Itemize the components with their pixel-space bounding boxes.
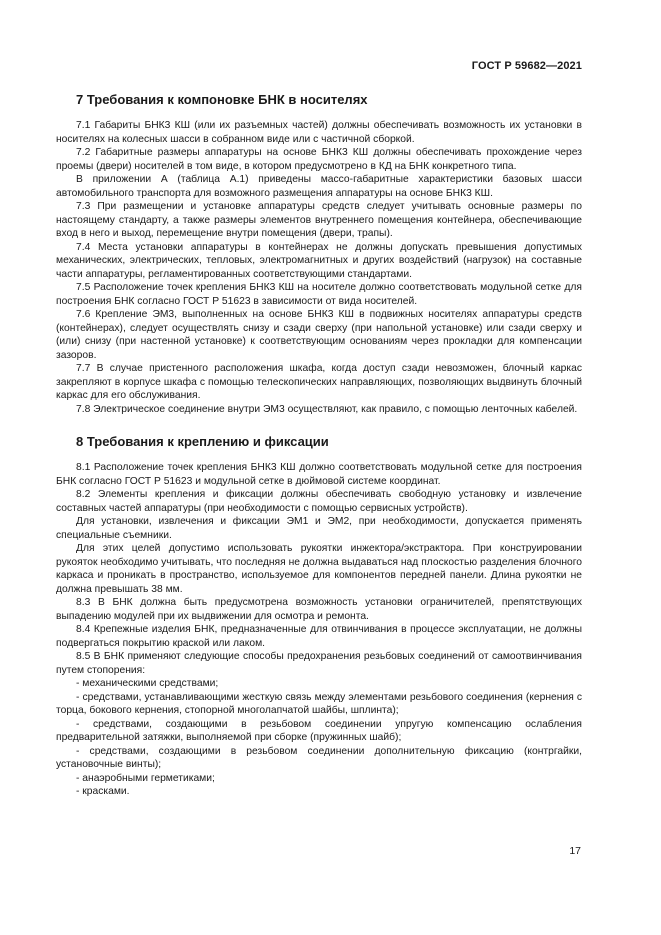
paragraph: В приложении А (таблица А.1) приведены массо-габаритные характеристики базовых шасси автомобильного транспорта для возможного размещения аппаратуры на основе БНК3 КШ. bbox=[56, 174, 582, 199]
list-item: - красками. bbox=[76, 786, 130, 797]
paragraph: Для установки, извлечения и фиксации ЭМ1 и ЭМ2, при необходимости, допускается применять специальные съемники. bbox=[56, 516, 582, 541]
list-item: - анаэробными герметиками; bbox=[76, 772, 215, 784]
list-item: - средствами, создающими в резьбовом соединении упругую компенсацию ослабления предварительной затяжки, выполняемой при сборке (пружинных шайб); bbox=[56, 718, 582, 743]
paragraph: 8.4 Крепежные изделия БНК, предназначенные для отвинчивания в процессе эксплуатации, не должны подвергаться покрытию краской или лаком. bbox=[56, 624, 582, 649]
list-item: - средствами, создающими в резьбовом соединении дополнительную фиксацию (контргайки, установочные винты); bbox=[56, 745, 582, 770]
section-7-title: 7 Требования к компоновке БНК в носителях bbox=[76, 92, 368, 107]
paragraph: 8.2 Элементы крепления и фиксации должны обеспечивать свободную установку и извлечение составных частей аппаратуры (при необходимости с помощью сервисных устройств). bbox=[56, 489, 582, 514]
paragraph: 7.5 Расположение точек крепления БНК3 КШ на носителе должно соответствовать модульной сетке для построения БНК согласно ГОСТ Р 51623 в зависимости от вида носителей. bbox=[56, 282, 582, 307]
paragraph: 7.1 Габариты БНК3 КШ (или их разъемных частей) должны обеспечивать возможность их установки в носителях на колесных шасси в собранном виде или с частичной сборкой. bbox=[56, 120, 582, 145]
paragraph: 7.2 Габаритные размеры аппаратуры на основе БНК3 КШ должны обеспечивать прохождение через проемы (двери) носителей в том виде, в котором предусмотрено в КД на БНК конкретного типа. bbox=[56, 147, 582, 172]
paragraph: 8.5 В БНК применяют следующие способы предохранения резьбовых соединений от самоотвинчивания путем стопорения: bbox=[56, 651, 582, 676]
list-item: - средствами, устанавливающими жесткую связь между элементами резьбового соединения (кернения с торца, бокового кернения, стопорной многолапчатой шайбы, шплинта); bbox=[56, 691, 582, 716]
section-8-title: 8 Требования к креплению и фиксации bbox=[76, 434, 329, 449]
paragraph: 7.7 В случае пристенного расположения шкафа, когда доступ сзади невозможен, блочный каркас закрепляют в корпусе шкафа с помощью телескопических направляющих, позволяющих выдвинуть блочный каркас для его обслуживания. bbox=[56, 363, 582, 401]
document-id-header: ГОСТ Р 59682—2021 bbox=[471, 60, 582, 72]
paragraph: 8.3 В БНК должна быть предусмотрена возможность установки ограничителей, препятствующих выпадению модулей при их выдвижении для осмотра и ремонта. bbox=[56, 597, 582, 622]
paragraph: 7.4 Места установки аппаратуры в контейнерах не должны допускать превышения допустимых механических, электрических, тепловых, электромагнитных и других воздействий (нагрузок) на составные части аппаратуры, регламентированных соответствующими стандартами. bbox=[56, 241, 582, 280]
paragraph: Для этих целей допустимо использовать рукоятки инжектора/экстрактора. При конструировании рукояток необходимо учитывать, что последняя не должна выдаваться над плоскостью разделения блочного каркаса и проникать в пространство, используемое для компонентов передней панели. Длина рукоятки не должна превышать 38 мм. bbox=[56, 543, 582, 595]
paragraph: 7.8 Электрическое соединение внутри ЭМ3 осуществляют, как правило, с помощью ленточных кабелей. bbox=[76, 403, 578, 415]
paragraph: 7.3 При размещении и установке аппаратуры средств следует учитывать основные размеры по настоящему стандарту, а также размеры элементов внутреннего помещения контейнера, обеспечивающие вход в него и выход, перемещение внутри помещения (двери, трапы). bbox=[56, 201, 582, 239]
page-content bbox=[56, 92, 582, 799]
section-8-body bbox=[56, 461, 582, 799]
list-item: - механическими средствами; bbox=[76, 678, 219, 689]
paragraph: 8.1 Расположение точек крепления БНК3 КШ должно соответствовать модульной сетке для построения БНК согласно ГОСТ Р 51623 и модульной сетке в дюймовой системе координат. bbox=[56, 462, 582, 487]
section-7-body bbox=[56, 119, 582, 416]
paragraph: 7.6 Крепление ЭМ3, выполненных на основе БНК3 КШ в подвижных носителях аппаратуры средств (контейнерах), следует осуществлять снизу и сзади сверху (при напольной установке) или сзади сверху и (или) снизу (при настенной установке) к соответствующим основаниям через прокладки для компенсации зазоров. bbox=[56, 309, 582, 361]
page-number: 17 bbox=[569, 845, 581, 857]
